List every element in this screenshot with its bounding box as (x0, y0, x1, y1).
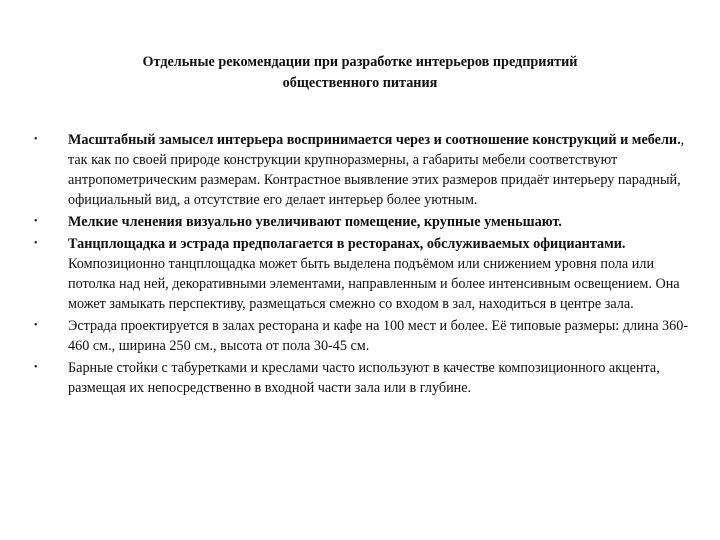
bullet-item (34, 316, 694, 356)
bullet-list (34, 130, 694, 400)
slide-title (60, 52, 660, 94)
bullet-item (34, 130, 694, 210)
bullet-bold-text: Мелкие членения визуально увеличивают помещение, крупные уменьшают. (68, 214, 562, 230)
slide-title-line-1: Отдельные рекомендации при разработке интерьеров предприятий (142, 54, 578, 70)
bullet-bold-text: Танцплощадка и эстрада предполагается в ресторанах, обслуживаемых официантами. (68, 236, 626, 252)
bullet-item (34, 212, 694, 232)
bullet-marker: • (34, 362, 38, 373)
bullet-marker: • (34, 238, 38, 249)
bullet-bold-text: Масштабный замысел интерьера воспринимается через и соотношение конструкций и мебели. (68, 132, 681, 148)
bullet-text: Эстрада проектируется в залах ресторана и кафе на 100 мест и более. Её типовые размеры: длина 360-460 см., ширина 250 см., высота от пола 30-45 см. (68, 318, 689, 354)
bullet-text: , так как по своей природе конструкции крупноразмерны, а габариты мебели соответствуют антропометрическим размерам. Контрастное выявление этих размеров придаёт интерьеру парадный, официальный вид, а отсутствие его делает интерьер более уютным. (68, 132, 685, 208)
bullet-marker: • (34, 134, 38, 145)
bullet-text: Композиционно танцплощадка может быть выделена подъёмом или снижением уровня пола или потолка над ней, декоративными элементами, направленным и более интенсивным освещением. Она может замыкать перспективу, размещаться смежно со входом в зал, находиться в центре зала. (68, 256, 680, 312)
bullet-marker: • (34, 216, 38, 227)
bullet-item (34, 358, 694, 398)
bullet-marker: • (34, 320, 38, 331)
bullet-item (34, 234, 694, 314)
bullet-text: Барные стойки с табуретками и креслами часто используют в качестве композиционного акцента, размещая их непосредственно в входной части зала или в глубине. (68, 360, 660, 396)
slide-title-line-2: общественного питания (282, 75, 438, 91)
